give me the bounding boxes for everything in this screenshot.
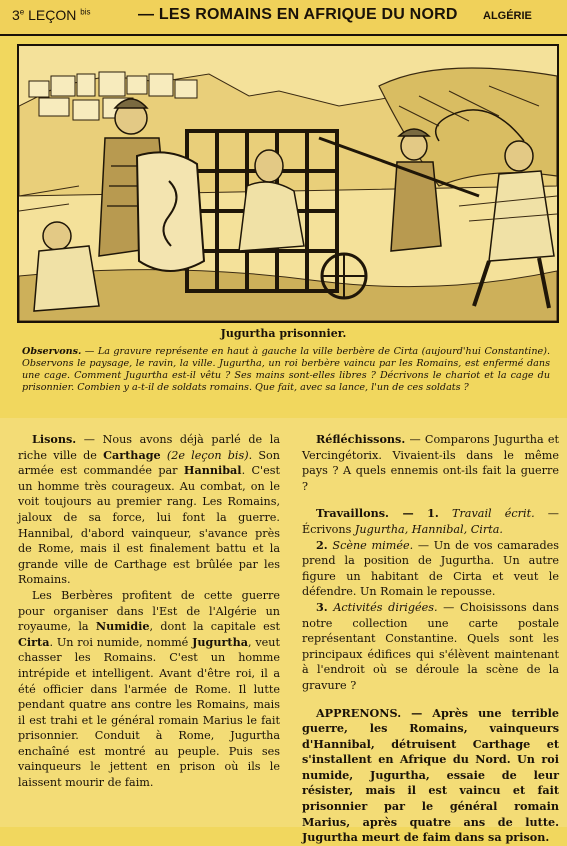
work-1-names: Jugurtha, Hannibal, Cirta. bbox=[354, 522, 503, 536]
term-cirta: Cirta bbox=[18, 634, 50, 649]
engraving-illustration bbox=[17, 44, 559, 323]
reading-text: . C'est un homme très courageux. Au combat, on le voit toujours au premier rang. Les Romains, jaloux de sa force, lui font la guerre. Hannibal, d'abord vainqueur, s'avance près de Rome, mais il est finalement battu et la grande ville de Carthage est brûlée par les Romains. bbox=[18, 464, 280, 587]
observe-text: — La gravure représente en haut à gauche la ville berbère de Cirta (aujourd'hui Constantine). Observons le paysage, le ravin, la ville. Jugurtha, un roi berbère vaincu par les Romains, est enfermé dans une cage. Comment Jugurtha est-il vêtu ? Ses mains sont-elles libres ? Décrivons le chariot et la cage du prisonnier. Combien y a-t-il de soldats romains. Que fait, avec sa lance, l'un de ces soldats ? bbox=[22, 346, 550, 393]
work-2-text: — Un de vos camarades prend la position de Jugurtha. Un autre figure un habitant de Cirta et veut le défendre. Un Romain le repousse. bbox=[302, 538, 559, 599]
work-1-text: — Écrivons bbox=[302, 507, 559, 536]
engraving-caption: Jugurtha prisonnier. bbox=[220, 327, 347, 340]
reading-text: , dont la capitale est bbox=[149, 620, 280, 634]
lesson-reference: (2e leçon bis) bbox=[160, 448, 249, 462]
reading-paragraph-2 bbox=[18, 588, 280, 791]
summary-paragraph bbox=[302, 706, 559, 846]
work-lead: Travaillons. bbox=[316, 506, 389, 521]
reading-paragraph-1 bbox=[18, 432, 280, 588]
reading-text: — Nous avons déjà parlé de la riche ville de bbox=[18, 433, 280, 462]
reading-column bbox=[18, 432, 280, 791]
term-carthage: Carthage bbox=[103, 447, 161, 462]
engraving-drawing bbox=[19, 46, 557, 321]
term-hannibal: Hannibal bbox=[183, 463, 242, 478]
reflect-text: — Comparons Jugurtha et Vercingétorix. Vivaient-ils dans le même pays ? A quels ennemis ont-ils fait la guerre ? bbox=[302, 433, 559, 493]
observe-paragraph bbox=[22, 346, 550, 394]
lesson-header bbox=[0, 0, 567, 36]
reflect-paragraph bbox=[302, 432, 559, 494]
lesson-number: 3e LEÇON $^{bis}$ bbox=[12, 7, 91, 23]
summary-lead: APPRENONS. bbox=[316, 705, 402, 720]
reflect-lead: Réfléchissons. bbox=[316, 432, 406, 446]
reading-text: Les Berbères profitent de cette guerre pour organiser dans l'Est de l'Algérie un royaume, la bbox=[18, 588, 280, 634]
work-2-number: 2. bbox=[316, 537, 328, 552]
work-paragraph-1 bbox=[302, 506, 559, 537]
reading-text: , veut chasser les Romains. C'est un homme intrépide et intelligent. Avant d'être roi, il a été officier dans l'armée de Rome. Il lutte pendant quatre ans contre les Romains, mais il est trahi et le général romain Marius le fait prisonnier. Conduit à Rome, Jugurtha enchaîné est montré au peuple. Puis ses vainqueurs le jettent en prison où ils le laissent mourir de faim. bbox=[18, 635, 280, 790]
work-2-label: Scène mimée. bbox=[327, 538, 414, 552]
lesson-title: — LES ROMAINS EN AFRIQUE DU NORD bbox=[138, 6, 458, 23]
work-1-number: — 1. bbox=[388, 506, 439, 521]
term-numidie: Numidie bbox=[95, 619, 150, 634]
exercises-column bbox=[302, 432, 559, 846]
work-paragraph-3 bbox=[302, 600, 559, 694]
lesson-region: ALGÉRIE bbox=[483, 10, 532, 22]
term-jugurtha: Jugurtha bbox=[192, 634, 248, 649]
reading-text: . Un roi numide, nommé bbox=[49, 635, 193, 649]
work-paragraph-2 bbox=[302, 538, 559, 600]
work-3-number: 3. bbox=[316, 599, 328, 614]
summary-text: — Après une terrible guerre, les Romains, vainqueurs d'Hannibal, détruisent Carthage et s'installent en Afrique du Nord. Un roi numide, Jugurtha, essaie de leur résister, mais il est vaincu et fait prisonnier par le général romain Marius, après quatre ans de lutte. Jugurtha meurt de faim dans sa prison. bbox=[302, 705, 559, 845]
observe-lead: Observons. bbox=[22, 346, 82, 357]
work-3-label: Activités dirigées. bbox=[327, 600, 438, 614]
work-1-label: Travail écrit. bbox=[438, 507, 535, 521]
work-3-text: — Choisissons dans notre collection une carte postale représentant Constantine. Quels sont les principaux édifices qui s'élèvent maintenant à l'endroit où se déroule la scène de la gravure ? bbox=[302, 600, 559, 692]
reading-text: . Son armée est commandée par bbox=[18, 448, 280, 478]
reading-lead: Lisons. bbox=[32, 432, 77, 446]
